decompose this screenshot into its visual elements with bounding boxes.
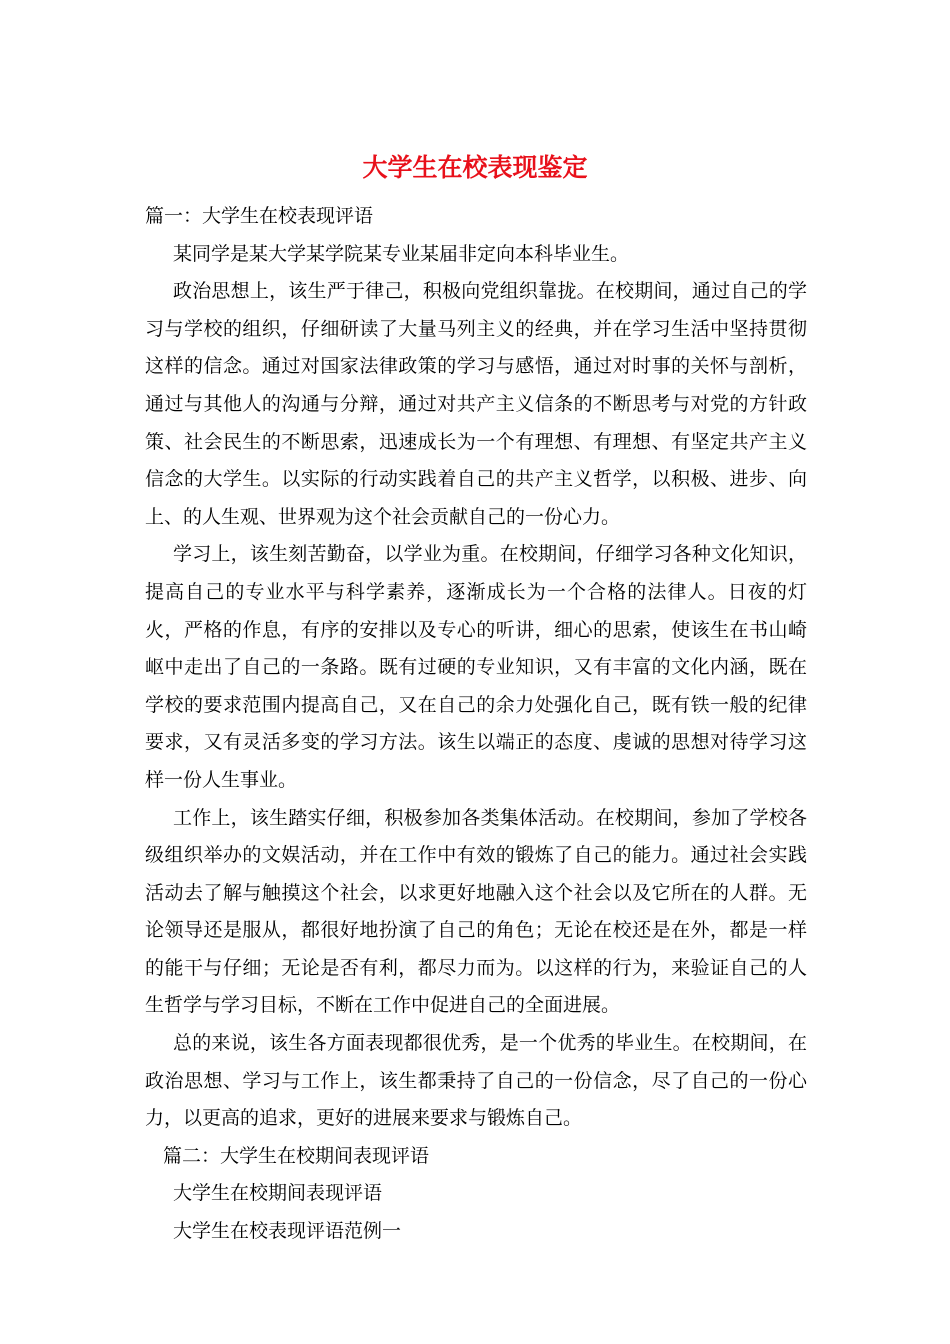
section-heading-1: 篇一：大学生在校表现评语 xyxy=(145,205,374,227)
subheading-2: 大学生在校表现评语范例一 xyxy=(173,1220,402,1243)
subheading-1: 大学生在校期间表现评语 xyxy=(173,1182,383,1205)
document-body xyxy=(145,198,807,1251)
section-heading-2: 篇二：大学生在校期间表现评语 xyxy=(163,1144,430,1167)
paragraph-study: 学习上，该生刻苦勤奋，以学业为重。在校期间，仔细学习各种文化知识，提高自己的专业水平与科学素养，逐渐成长为一个合格的法律人。日夜的灯火，严格的作息，有序的安排以及专心的听讲，细心的思索，使该生在书山崎岖中走出了自己的一条路。既有过硬的专业知识，又有丰富的文化内涵，既在学校的要求范围内提高自己，又在自己的余力处强化自己，既有铁一般的纪律要求，又有灵活多变的学习方法。该生以端正的态度、虔诚的思想对待学习这样一份人生事业。 xyxy=(145,543,807,791)
paragraph-work: 工作上，该生踏实仔细，积极参加各类集体活动。在校期间，参加了学校各级组织举办的文娱活动，并在工作中有效的锻炼了自己的能力。通过社会实践活动去了解与触摸这个社会，以求更好地融入这个社会以及它所在的人群。无论领导还是服从，都很好地扮演了自己的角色；无论在校还是在外，都是一样的能干与仔细；无论是否有利，都尽力而为。以这样的行为，来验证自己的人生哲学与学习目标，不断在工作中促进自己的全面进展。 xyxy=(145,806,807,1017)
paragraph-intro: 某同学是某大学某学院某专业某届非定向本科毕业生。 xyxy=(173,242,630,265)
document-title: 大学生在校表现鉴定 xyxy=(362,153,588,182)
paragraph-summary: 总的来说，该生各方面表现都很优秀，是一个优秀的毕业生。在校期间，在政治思想、学习与工作上，该生都秉持了自己的一份信念，尽了自己的一份心力，以更高的追求，更好的进展来要求与锻炼自己。 xyxy=(145,1032,807,1130)
paragraph-political: 政治思想上，该生严于律己，积极向党组织靠拢。在校期间，通过自己的学习与学校的组织，仔细研读了大量马列主义的经典，并在学习生活中坚持贯彻这样的信念。通过对国家法律政策的学习与感悟，通过对时事的关怀与剖析，通过与其他人的沟通与分辩，通过对共产主义信条的不断思考与对党的方针政策、社会民生的不断思索，迅速成长为一个有理想、有理想、有坚定共产主义信念的大学生。以实际的行动实践着自己的共产主义哲学，以积极、进步、向上、的人生观、世界观为这个社会贡献自己的一份心力。 xyxy=(145,280,807,528)
